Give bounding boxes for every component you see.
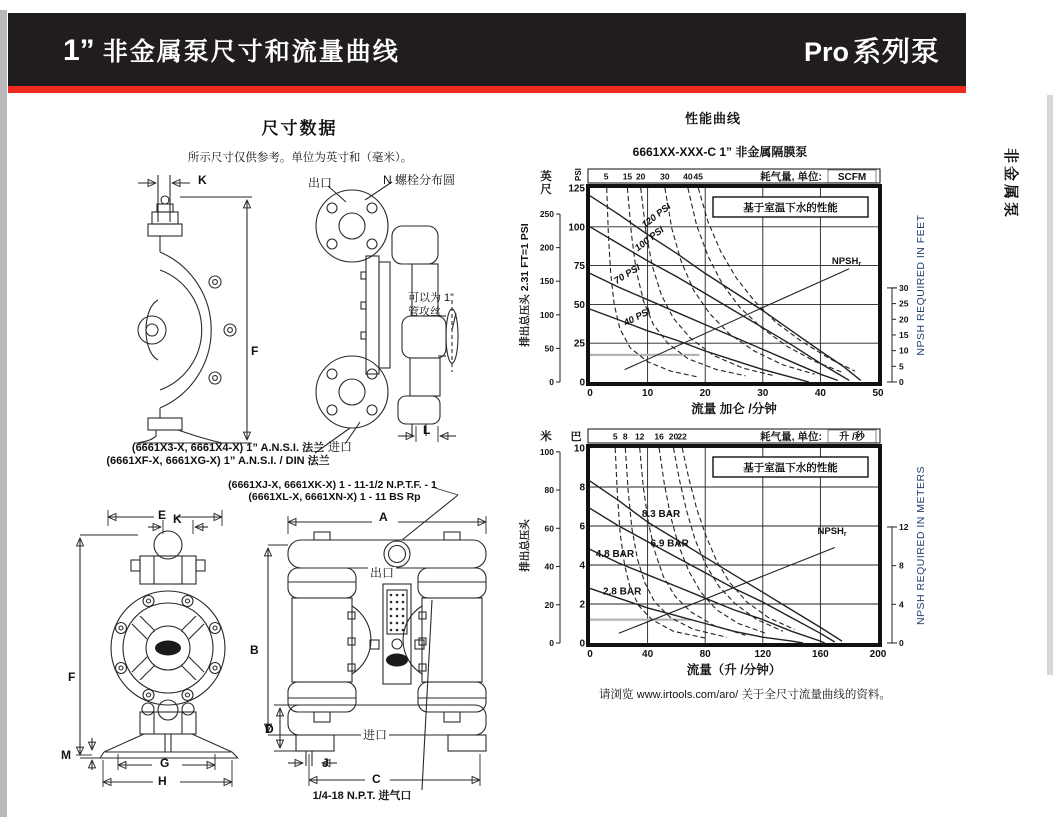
svg-text:10: 10 <box>899 345 909 356</box>
svg-text:40 PSI: 40 PSI <box>622 306 653 329</box>
outlet-callout-front: 出口 <box>370 566 395 580</box>
caption-npt-line2: (6661XL-X, 6661XN-X) 1 - 11 BS Rp <box>248 491 421 503</box>
performance-chart-gpm <box>515 168 960 430</box>
svg-text:6: 6 <box>579 521 585 533</box>
svg-text:0: 0 <box>579 638 585 650</box>
dim-label-g: G <box>160 756 170 770</box>
svg-text:16: 16 <box>654 431 664 442</box>
svg-text:PSI: PSI <box>574 168 583 181</box>
svg-text:4: 4 <box>899 599 904 610</box>
svg-text:2.8 BAR: 2.8 BAR <box>602 586 642 598</box>
svg-text:70 PSI: 70 PSI <box>612 262 643 287</box>
chart-top-title: 6661XX-XXX-C 1” 非金属隔膜泵 <box>632 145 808 159</box>
inlet-callout-top: 进口 <box>328 440 353 454</box>
svg-text:20: 20 <box>668 431 679 442</box>
svg-text:NPSH REQUIRED IN METERS: NPSH REQUIRED IN METERS <box>915 465 927 626</box>
svg-text:250: 250 <box>539 209 554 220</box>
svg-text:80: 80 <box>699 649 711 660</box>
svg-text:基于室温下水的性能: 基于室温下水的性能 <box>743 462 838 474</box>
svg-text:8: 8 <box>579 482 585 494</box>
drawing-front-ports-view <box>268 487 486 790</box>
dim-label-a: A <box>379 510 388 524</box>
caption-flange-line1: (6661X3-X, 6661X4-X) 1” A.N.S.I. 法兰 <box>131 442 325 454</box>
outlet-callout-top: 出口 <box>308 176 333 190</box>
svg-text:0: 0 <box>549 377 554 387</box>
svg-text:流量（升 /分钟）: 流量（升 /分钟） <box>686 663 782 677</box>
svg-text:升 /秒: 升 /秒 <box>839 432 865 443</box>
svg-text:NPSH REQUIRED IN FEET: NPSH REQUIRED IN FEET <box>915 214 927 356</box>
svg-text:30: 30 <box>757 388 769 399</box>
svg-text:12: 12 <box>899 521 909 532</box>
svg-text:22: 22 <box>677 431 687 442</box>
svg-text:2: 2 <box>579 599 585 611</box>
svg-text:4: 4 <box>579 560 585 572</box>
side-tab-label: 非金属泵 <box>1002 148 1019 221</box>
svg-text:6.9 BAR: 6.9 BAR <box>650 538 689 550</box>
svg-text:耗气量, 单位:: 耗气量, 单位: <box>760 431 822 443</box>
svg-text:0: 0 <box>899 638 904 648</box>
svg-text:5: 5 <box>612 431 618 442</box>
dim-label-c: C <box>372 772 381 786</box>
dimensions-section-title: 尺寸数据 <box>261 119 338 138</box>
svg-text:12: 12 <box>634 431 645 442</box>
svg-text:0: 0 <box>549 638 554 648</box>
svg-text:15: 15 <box>622 171 633 182</box>
svg-text:75: 75 <box>573 261 585 273</box>
aro-logo-icon <box>155 641 181 656</box>
page-header <box>8 13 966 86</box>
svg-text:耗气量, 单位:: 耗气量, 单位: <box>760 171 822 183</box>
brand-series: 系列泵 <box>852 35 940 67</box>
dim-label-k-top: K <box>198 173 207 187</box>
svg-text:5: 5 <box>603 171 609 182</box>
svg-text:100: 100 <box>539 446 554 457</box>
svg-text:英: 英 <box>540 171 552 183</box>
svg-text:40: 40 <box>683 171 693 182</box>
dimensions-note: 所示尺寸仅供参考。单位为英寸和（毫米）。 <box>187 152 413 164</box>
header-accent-line <box>8 86 966 93</box>
svg-text:150: 150 <box>539 276 554 287</box>
svg-text:60: 60 <box>544 523 554 534</box>
svg-text:80: 80 <box>544 485 554 496</box>
svg-text:排出总压头 2.31 FT=1 PSI: 排出总压头 2.31 FT=1 PSI <box>519 223 531 347</box>
tap-note-line1: 可以为 1” <box>408 292 454 304</box>
bolt-circle-callout: N 螺栓分布圆 <box>383 173 456 187</box>
dim-label-d: D <box>265 722 274 736</box>
dim-label-m: M <box>61 748 71 762</box>
inlet-callout-front: 进口 <box>363 728 388 742</box>
page-title-group <box>63 32 400 68</box>
dim-label-f-top: F <box>251 344 259 358</box>
dim-label-f-front: F <box>68 670 76 684</box>
page-edge-right <box>1047 95 1053 675</box>
svg-text:20: 20 <box>544 599 554 610</box>
caption-flange-line2: (6661XF-X, 6661XG-X) 1” A.N.S.I. / DIN 法兰 <box>106 455 330 467</box>
svg-text:20: 20 <box>635 171 646 182</box>
svg-text:0: 0 <box>899 377 904 387</box>
dim-label-b: B <box>250 643 259 657</box>
svg-text:50: 50 <box>544 343 554 354</box>
svg-text:160: 160 <box>812 649 829 660</box>
svg-text:0: 0 <box>587 649 593 660</box>
page-title: 非金属泵尺寸和流量曲线 <box>102 37 400 66</box>
svg-text:25: 25 <box>899 298 909 309</box>
caption-air-inlet: 1/4-18 N.P.T. 进气口 <box>312 790 412 802</box>
svg-text:NPSHr: $NPSH_r$ <box>817 525 847 538</box>
dim-label-e: E <box>158 508 167 522</box>
svg-text:120: 120 <box>754 649 772 660</box>
drawing-front-view <box>76 510 238 787</box>
footer-url: www.irtools.com/aro/ <box>636 689 739 701</box>
brand-pro: Pro <box>803 36 849 67</box>
brand-group <box>804 30 940 70</box>
svg-text:排出总压头: 排出总压头 <box>519 519 531 572</box>
svg-text:米: 米 <box>540 431 552 443</box>
svg-text:20: 20 <box>899 314 909 325</box>
svg-text:10: 10 <box>573 443 585 455</box>
svg-text:尺: 尺 <box>540 184 552 196</box>
tap-note-line2: 管攻丝 <box>408 306 441 318</box>
page-title-number: 1” <box>63 33 95 67</box>
footer-suffix: 关于全尺寸流量曲线的资料。 <box>741 689 891 701</box>
svg-text:基于室温下水的性能: 基于室温下水的性能 <box>743 202 838 214</box>
svg-text:8.3 BAR: 8.3 BAR <box>641 509 681 521</box>
svg-text:50: 50 <box>872 388 884 399</box>
svg-text:100 PSI: 100 PSI <box>632 224 667 254</box>
svg-text:8: 8 <box>899 560 904 571</box>
performance-footer-note <box>565 686 925 702</box>
svg-text:50: 50 <box>573 299 585 311</box>
svg-text:40: 40 <box>814 388 826 399</box>
caption-npt-line1: (6661XJ-X, 6661XK-X) 1 - 11-1/2 N.P.T.F. - 1 <box>228 479 437 491</box>
svg-text:120 PSI: 120 PSI <box>639 201 674 231</box>
svg-text:100: 100 <box>539 309 554 320</box>
svg-text:0: 0 <box>579 377 585 389</box>
performance-section-title: 性能曲线 <box>684 111 741 126</box>
aro-logo-icon <box>386 654 408 667</box>
svg-text:125: 125 <box>568 183 585 195</box>
svg-text:5: 5 <box>899 361 904 372</box>
svg-text:巴: 巴 <box>570 431 582 443</box>
svg-text:4.8 BAR: 4.8 BAR <box>595 549 635 561</box>
svg-text:20: 20 <box>699 388 711 399</box>
dim-label-l: L <box>423 423 431 437</box>
dim-label-k-front: K <box>173 512 182 526</box>
dim-label-h: H <box>158 774 167 788</box>
svg-text:SCFM: SCFM <box>837 172 867 183</box>
svg-text:10: 10 <box>642 388 654 399</box>
dim-label-j: J <box>322 756 329 770</box>
performance-chart-lpm <box>515 428 960 696</box>
svg-text:30: 30 <box>899 282 909 293</box>
svg-text:15: 15 <box>899 329 909 340</box>
drawing-side-profile <box>134 175 252 443</box>
svg-text:流量 加仑 /分钟: 流量 加仑 /分钟 <box>691 402 777 416</box>
svg-text:200: 200 <box>539 242 554 253</box>
svg-text:NPSHr: $NPSH_r$ <box>831 256 862 269</box>
svg-text:40: 40 <box>544 561 554 572</box>
svg-text:25: 25 <box>573 338 585 350</box>
svg-text:30: 30 <box>660 171 670 182</box>
svg-text:200: 200 <box>869 649 887 660</box>
svg-text:8: 8 <box>622 431 628 442</box>
footer-prefix: 请浏览 <box>599 689 634 701</box>
svg-text:0: 0 <box>587 388 593 399</box>
svg-text:45: 45 <box>693 171 704 182</box>
page-edge-left <box>0 10 7 817</box>
svg-text:40: 40 <box>642 649 654 660</box>
svg-text:100: 100 <box>568 222 585 234</box>
